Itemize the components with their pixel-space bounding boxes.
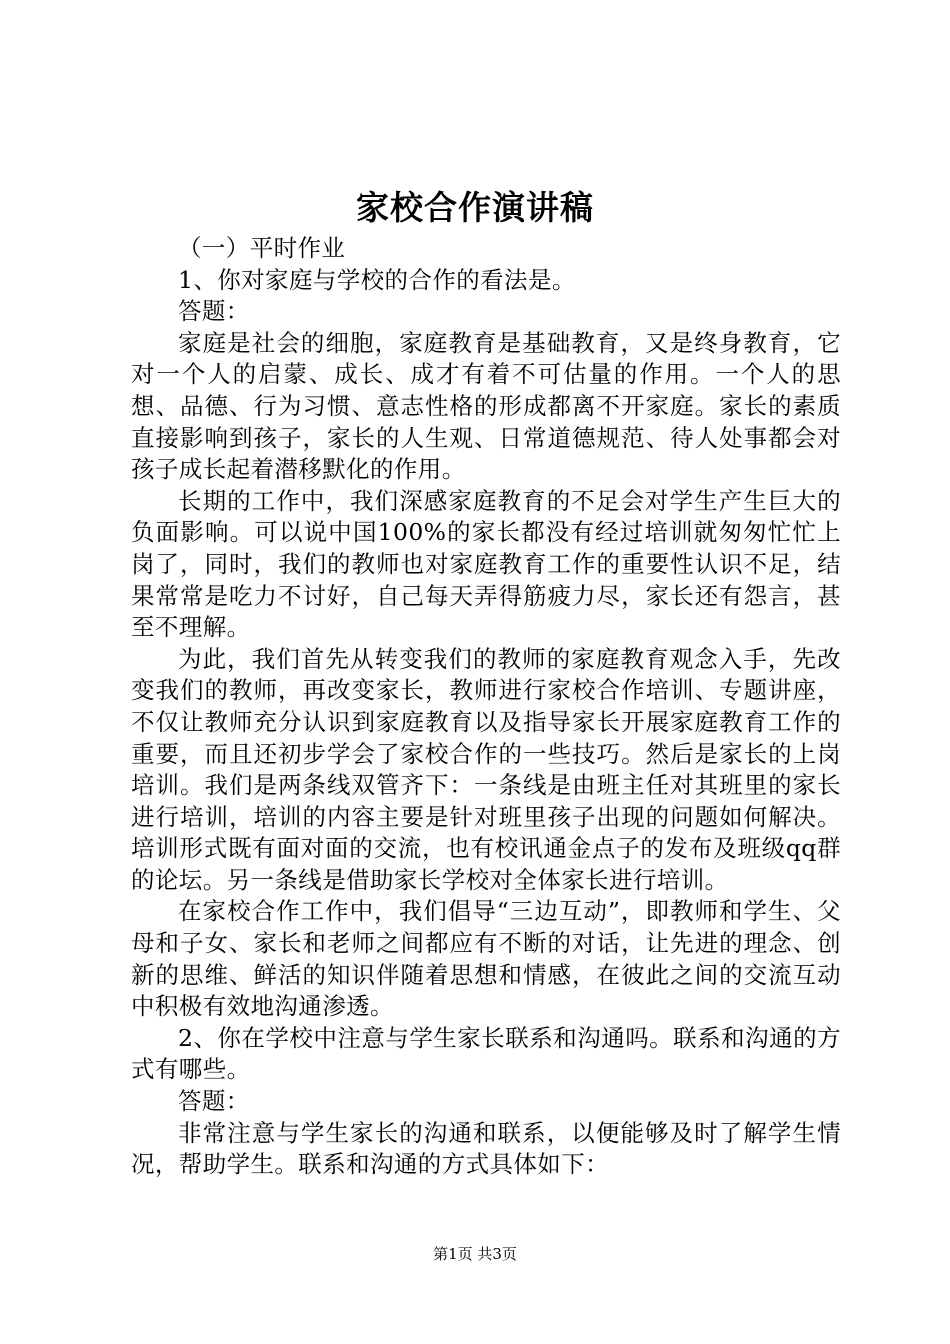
document-title: 家校合作演讲稿 (356, 188, 594, 227)
document-body (131, 233, 841, 1181)
question-2: 2、你在学校中注意与学生家长联系和沟通吗。联系和沟通的方式有哪些。 (131, 1023, 841, 1084)
answer-1-paragraph-2: 长期的工作中，我们深感家庭教育的不足会对学生产生巨大的负面影响。可以说中国100%的家长都没有经过培训就匆匆忙忙上岗了，同时，我们的教师也对家庭教育工作的重要性认识不足，结果常常是吃力不讨好，自己每天弄得筋疲力尽，家长还有怨言，甚至不理解。 (131, 486, 841, 642)
answer-label-1: 答题： (178, 297, 250, 326)
answer-1-paragraph-4: 在家校合作工作中，我们倡导“三边互动”，即教师和学生、父母和子女、家长和老师之间都应有不断的对话，让先进的理念、创新的思维、鲜活的知识伴随着思想和情感，在彼此之间的交流互动中积极有效地沟通渗透。 (131, 897, 841, 1021)
page-footer: 第1页 共3页 (433, 1245, 517, 1263)
answer-1-paragraph-3: 为此，我们首先从转变我们的教师的家庭教育观念入手，先改变我们的教师，再改变家长，教师进行家校合作培训、专题讲座，不仅让教师充分认识到家庭教育以及指导家长开展家庭教育工作的重要，而且还初步学会了家校合作的一些技巧。然后是家长的上岗培训。我们是两条线双管齐下：一条线是由班主任对其班里的家长进行培训，培训的内容主要是针对班里孩子出现的问题如何解决。培训形式既有面对面的交流，也有校讯通金点子的发布及班级qq群的论坛。另一条线是借助家长学校对全体家长进行培训。 (131, 644, 841, 894)
answer-1-paragraph-1: 家庭是社会的细胞，家庭教育是基础教育，又是终身教育，它对一个人的启蒙、成长、成才有着不可估量的作用。一个人的思想、品德、行为习惯、意志性格的形成都离不开家庭。家长的素质直接影响到孩子，家长的人生观、日常道德规范、待人处事都会对孩子成长起着潜移默化的作用。 (131, 328, 841, 484)
answer-label-2: 答题： (178, 1087, 250, 1116)
answer-2-paragraph-1: 非常注意与学生家长的沟通和联系，以便能够及时了解学生情况，帮助学生。联系和沟通的方式具体如下： (131, 1118, 841, 1179)
section-heading: （一）平时作业 (178, 234, 346, 262)
question-1: 1、你对家庭与学校的合作的看法是。 (178, 265, 576, 294)
